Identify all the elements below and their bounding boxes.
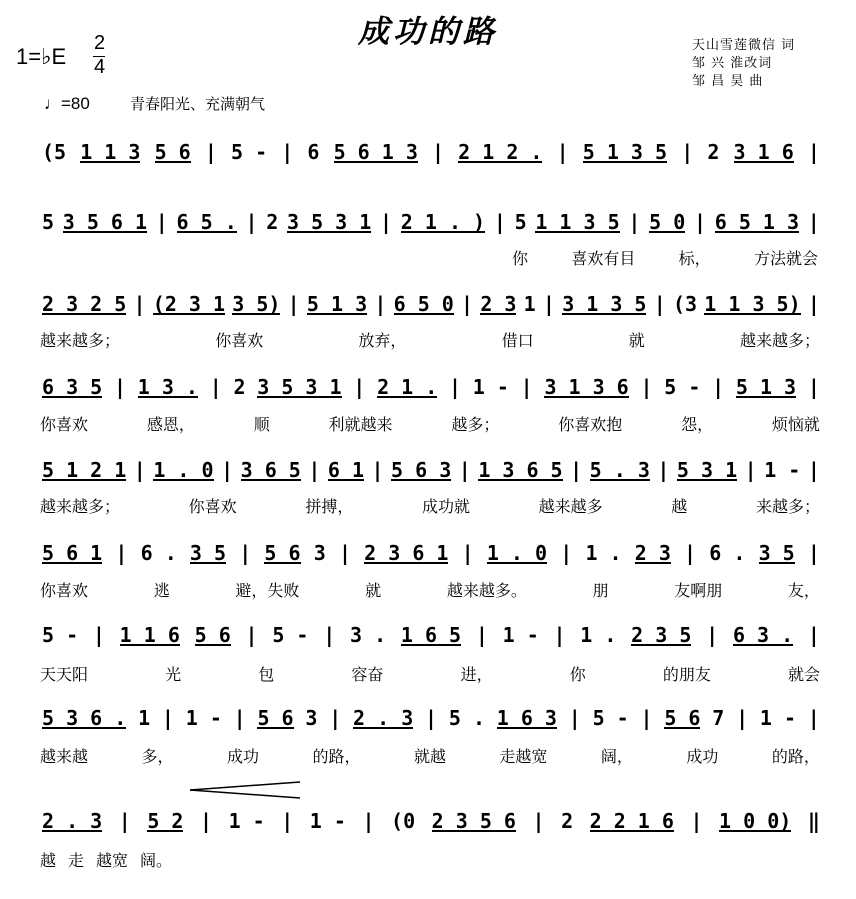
note-group: 2 <box>266 210 279 234</box>
note-group: 3 5 3 1 <box>287 210 372 234</box>
note-group: 1 . 0 <box>486 541 548 565</box>
beam-underline <box>42 396 102 398</box>
lyrics-row <box>40 848 220 870</box>
beam-underline <box>458 161 542 163</box>
note-group: 5 1 3 5 <box>582 140 668 164</box>
beam-underline <box>734 161 794 163</box>
barline: | <box>281 809 294 833</box>
note-group: 1 . 0 <box>153 458 214 482</box>
barline: | <box>736 706 749 730</box>
beam-underline <box>677 479 737 481</box>
beam-underline <box>377 396 437 398</box>
beam-underline <box>42 562 102 564</box>
lyric-phrase: 顺 <box>253 415 270 434</box>
note-group: 1 <box>138 706 151 730</box>
barline: | <box>371 458 384 482</box>
note-group: 2 1 . <box>377 375 438 399</box>
barline: | <box>118 809 131 833</box>
note-group: 1 0 0) <box>719 809 792 833</box>
note-group: 1 1 6 <box>119 623 180 647</box>
lyric-phrase: 越来越多； <box>739 331 820 350</box>
barline: | <box>329 706 342 730</box>
barline: | <box>493 210 506 234</box>
note-group: 1 3 . <box>137 375 198 399</box>
note-group: 2 3 5 <box>631 623 692 647</box>
expression-marking: 青春阳光、充满朝气 <box>130 95 266 113</box>
beam-underline <box>364 562 448 564</box>
barline: | <box>570 458 583 482</box>
note-group: 5 2 <box>147 809 184 833</box>
beam-underline <box>583 161 667 163</box>
barline: | <box>204 140 217 164</box>
note-group: 5 1 2 1 <box>42 458 127 482</box>
beam-underline <box>487 562 547 564</box>
note-group: 1 <box>523 292 536 316</box>
beam-underline <box>42 479 126 481</box>
note-group: (2 3 1 <box>152 292 226 316</box>
lyric-phrase: 放弃， <box>358 331 407 350</box>
beam-underline <box>736 396 796 398</box>
beam-underline <box>544 396 628 398</box>
beam-underline <box>232 313 280 315</box>
beam-underline <box>664 727 700 729</box>
note-group: 5 6 <box>264 541 301 565</box>
note-group: 2 <box>561 809 574 833</box>
lyric-phrase: 感恩， <box>146 415 195 434</box>
beam-underline <box>535 231 619 233</box>
barline: | <box>199 809 213 833</box>
beam-underline <box>257 727 293 729</box>
barline: | <box>568 706 581 730</box>
note-group: 5 1 3 <box>735 375 797 399</box>
note-group: 6 3 . <box>732 623 794 647</box>
barline: | <box>807 458 820 482</box>
lyric-phrase: 你 <box>512 249 529 268</box>
beam-underline <box>287 231 371 233</box>
barline: | <box>449 375 462 399</box>
barline: | <box>221 458 234 482</box>
lyric-phrase: 朋 <box>592 581 609 600</box>
note-group: 3 <box>313 541 326 565</box>
lyric-phrase: 就越 <box>413 747 446 766</box>
lyrics-row <box>40 744 820 766</box>
lyrics-row <box>512 246 818 268</box>
lyric-phrase: 利就越来 <box>328 415 393 434</box>
lyric-phrase: 成功就 <box>421 497 470 516</box>
note-group: 1 - <box>185 706 222 730</box>
note-group: 3 5 <box>758 541 795 565</box>
barline: | <box>807 706 820 730</box>
note-group: 2 2 1 6 <box>589 809 674 833</box>
barline: | <box>807 375 820 399</box>
lyric-phrase: 的路， <box>312 747 361 766</box>
note-group: 5 6 <box>257 706 294 730</box>
note-group: 5 3 1 <box>676 458 738 482</box>
barline: | <box>807 292 820 316</box>
lyric-phrase: 就 <box>628 331 645 350</box>
barline: | <box>323 623 336 647</box>
barline: | <box>532 809 545 833</box>
note-group: 6 . <box>140 541 177 565</box>
note-group: 5 1 3 <box>306 292 368 316</box>
beam-underline <box>328 479 364 481</box>
barline: | <box>657 458 670 482</box>
note-group: 6 . <box>709 541 746 565</box>
lyric-phrase: 包 <box>258 665 275 684</box>
lyrics-row <box>40 412 820 434</box>
barline: | <box>281 140 294 164</box>
barline: | <box>690 809 703 833</box>
lyric-phrase: 喜欢有目 <box>571 249 636 268</box>
lyric-phrase: 成功 <box>226 747 259 766</box>
note-group: 5 6 3 <box>391 458 452 482</box>
barline: | <box>693 210 707 234</box>
barline: | <box>560 541 573 565</box>
beam-underline <box>497 727 557 729</box>
lyric-phrase: 避，失败 <box>235 581 300 600</box>
barline: | <box>155 210 168 234</box>
barline: | <box>374 292 387 316</box>
note-group: 5 <box>42 210 55 234</box>
note-group: 5 6 1 3 <box>333 140 418 164</box>
beam-underline <box>704 313 800 315</box>
lyric-phrase: 就 <box>365 581 382 600</box>
beam-underline <box>401 644 461 646</box>
lyric-phrase: 就会 <box>787 665 820 684</box>
note-group: 5 6 1 <box>42 541 103 565</box>
beam-underline <box>42 830 102 832</box>
note-group: 2 3 <box>480 292 517 316</box>
lyric-phrase: 越 <box>671 497 688 516</box>
tempo-marking: ♩=80 <box>44 94 90 113</box>
lyric-phrase: 越来越多； <box>40 497 121 516</box>
lyric-phrase: 方法就会 <box>753 249 818 268</box>
barline: | <box>628 210 641 234</box>
note-group: 1 - <box>764 458 801 482</box>
note-group: 3 6 5 <box>240 458 301 482</box>
barline: | <box>640 706 653 730</box>
beam-underline <box>631 644 691 646</box>
note-group: 5 <box>514 210 527 234</box>
note-group: (5 <box>42 140 67 164</box>
note-group: 5 3 6 . <box>42 706 127 730</box>
barline: | <box>807 623 820 647</box>
note-group: 3 5) <box>232 292 281 316</box>
lyric-phrase: 借口 <box>501 331 534 350</box>
beam-underline <box>401 231 485 233</box>
lyric-phrase: 越多； <box>451 415 500 434</box>
barline: | <box>461 541 474 565</box>
lyric-phrase: 你喜欢抱 <box>558 415 623 434</box>
lyric-phrase: 越来越多。 <box>446 581 527 600</box>
beam-underline <box>715 231 799 233</box>
lyric-phrase: 光 <box>165 665 182 684</box>
note-group: 3 5 <box>189 541 227 565</box>
beam-underline <box>177 231 237 233</box>
barline: | <box>807 210 820 234</box>
barline: | <box>353 375 366 399</box>
lyric-phrase: 阔， <box>600 747 633 766</box>
beam-underline <box>42 727 126 729</box>
beam-underline <box>80 161 140 163</box>
lyric-phrase: 友啊朋 <box>674 581 723 600</box>
barline: | <box>458 458 471 482</box>
lyric-phrase: 你喜欢 <box>188 497 237 516</box>
barline: | <box>209 375 222 399</box>
beam-underline <box>264 562 300 564</box>
lyric-phrase: 友， <box>787 581 820 600</box>
barline: | <box>432 140 445 164</box>
credit-lyricist: 天山雪莲微信 词 <box>692 38 796 53</box>
note-group: 3 . <box>349 623 387 647</box>
beam-underline <box>63 231 147 233</box>
note-group: 1 6 5 <box>400 623 462 647</box>
note-group: 1 - <box>228 809 265 833</box>
barline: | <box>133 292 146 316</box>
note-group: 1 . <box>580 623 617 647</box>
lyric-phrase: 怨， <box>681 415 714 434</box>
lyric-phrase: 越来越多 <box>538 497 603 516</box>
lyric-phrase: 天天阳 <box>40 665 89 684</box>
barline: | <box>807 541 820 565</box>
barline: | <box>807 140 820 164</box>
note-group: 1 1 3 <box>80 140 141 164</box>
lyric-phrase: 你 <box>569 665 586 684</box>
note-group: (0 <box>391 809 416 833</box>
barline: | <box>113 375 126 399</box>
beam-underline <box>42 313 126 315</box>
note-group: 5 - <box>42 623 79 647</box>
barline: | <box>133 458 146 482</box>
meter-top: 2 <box>94 32 106 54</box>
lyrics-row <box>40 328 820 350</box>
note-group: 5 6 <box>154 140 191 164</box>
barline: | <box>92 623 105 647</box>
barline: | <box>681 140 694 164</box>
barline: | <box>744 458 757 482</box>
lyric-phrase: 你喜欢 <box>215 331 264 350</box>
barline: | <box>556 140 569 164</box>
note-group: 2 . 3 <box>42 809 103 833</box>
beam-underline <box>120 644 180 646</box>
note-group: 5 - <box>272 623 309 647</box>
beam-underline <box>241 479 301 481</box>
lyrics-row <box>40 578 820 600</box>
barline: | <box>684 541 697 565</box>
beam-underline <box>478 479 562 481</box>
crescendo-hairpin <box>190 780 302 800</box>
barline: | <box>653 292 666 316</box>
beam-underline <box>353 727 413 729</box>
beam-underline <box>635 562 671 564</box>
lyric-phrase: 走 <box>68 851 85 870</box>
note-group: 1 3 6 5 <box>478 458 563 482</box>
lyric-phrase: 标， <box>678 249 711 268</box>
song-title: 成功的路 <box>358 14 498 50</box>
beam-underline <box>480 313 516 315</box>
meter-bottom: 4 <box>94 56 106 78</box>
lyric-phrase: 逃 <box>153 581 170 600</box>
note-group: 2 <box>707 140 720 164</box>
note-group: 1 6 3 <box>496 706 557 730</box>
barline: | <box>520 375 533 399</box>
beam-underline <box>307 313 367 315</box>
beam-underline <box>391 479 451 481</box>
lyric-phrase: 走越宽 <box>499 747 548 766</box>
note-group: 5 - <box>664 375 701 399</box>
note-group: 1 - <box>309 809 346 833</box>
barline: | <box>245 210 258 234</box>
barline: | <box>245 623 258 647</box>
note-group: 6 5 . <box>176 210 237 234</box>
note-group: 5 6 <box>664 706 701 730</box>
note-group: 6 1 <box>327 458 364 482</box>
lyric-phrase: 越 <box>40 851 57 870</box>
lyric-phrase: 烦恼就 <box>771 415 820 434</box>
note-group: 6 5 0 <box>393 292 454 316</box>
beam-underline <box>649 231 685 233</box>
lyric-phrase: 成功 <box>686 747 719 766</box>
barline: | <box>461 292 474 316</box>
note-group: 3 1 6 <box>733 140 794 164</box>
beam-underline <box>138 396 198 398</box>
credit-adapter: 邹 兴 淮改词 <box>692 56 773 71</box>
credit-composer: 邹 昌 昊 曲 <box>692 74 764 89</box>
lyric-phrase: 容奋 <box>351 665 384 684</box>
barline: | <box>115 541 128 565</box>
note-group: 3 5 6 1 <box>62 210 148 234</box>
beam-underline <box>195 644 231 646</box>
beam-underline <box>759 562 795 564</box>
note-group: 3 1 3 5 <box>562 292 647 316</box>
note-group: 2 3 <box>634 541 671 565</box>
barline: | <box>553 623 566 647</box>
note-group: 6 5 1 3 <box>714 210 800 234</box>
barline: | <box>233 706 246 730</box>
lyrics-row <box>40 494 820 516</box>
beam-underline <box>590 479 650 481</box>
beam-underline <box>334 161 418 163</box>
beam-underline <box>394 313 454 315</box>
lyric-phrase: 拼搏， <box>305 497 354 516</box>
barline: | <box>239 541 252 565</box>
barline: | <box>706 623 719 647</box>
barline: | <box>287 292 300 316</box>
lyric-phrase: 越宽 <box>96 851 129 870</box>
lyric-phrase: 越来越多； <box>40 331 121 350</box>
barline: | <box>542 292 555 316</box>
note-group: 2 3 2 5 <box>42 292 127 316</box>
barline: | <box>380 210 393 234</box>
note-group: 5 6 <box>194 623 231 647</box>
barline: | <box>161 706 174 730</box>
note-group: 5 . 3 <box>589 458 650 482</box>
barline: | <box>308 458 321 482</box>
barline: | <box>425 706 438 730</box>
beam-underline <box>719 830 791 832</box>
key-signature: 1=♭E <box>16 44 67 69</box>
note-group: 2 1 . ) <box>400 210 486 234</box>
barline: | <box>338 541 351 565</box>
note-group: 6 <box>307 140 320 164</box>
beam-underline <box>432 830 516 832</box>
note-group: 5 - <box>592 706 629 730</box>
notation-row <box>42 703 820 733</box>
lyric-phrase: 的路， <box>771 747 820 766</box>
lyric-phrase: 你喜欢 <box>40 415 89 434</box>
note-group: 7 <box>712 706 725 730</box>
note-group: 6 3 5 <box>42 375 103 399</box>
beam-underline <box>155 161 191 163</box>
note-group: (3 <box>672 292 698 316</box>
lyric-phrase: 的朋友 <box>662 665 711 684</box>
note-group: 2 3 6 1 <box>364 541 449 565</box>
note-group: 3 1 3 6 <box>544 375 629 399</box>
beam-underline <box>190 562 226 564</box>
beam-underline <box>562 313 646 315</box>
beam-underline <box>147 830 183 832</box>
barline: ‖ <box>807 809 820 833</box>
note-group: 2 1 2 . <box>458 140 543 164</box>
note-group: 3 <box>305 706 318 730</box>
note-group: 5 0 <box>649 210 686 234</box>
note-group: 3 5 3 1 <box>257 375 342 399</box>
barline: | <box>475 623 488 647</box>
note-group: 2 3 5 6 <box>431 809 516 833</box>
note-group: 1 - <box>502 623 539 647</box>
note-group: 5 - <box>230 140 268 164</box>
note-group: 2 . 3 <box>353 706 414 730</box>
note-group: 1 1 3 5 <box>535 210 620 234</box>
barline: | <box>640 375 653 399</box>
beam-underline <box>257 396 341 398</box>
note-group: 1 - <box>472 375 509 399</box>
beam-underline <box>153 313 225 315</box>
note-group: 1 . <box>585 541 622 565</box>
beam-underline <box>733 644 793 646</box>
note-group: 2 <box>233 375 246 399</box>
beam-underline <box>153 479 213 481</box>
note-group: 5 . <box>448 706 485 730</box>
note-group: 1 1 3 5) <box>704 292 801 316</box>
lyric-phrase: 阔。 <box>140 851 173 870</box>
lyrics-row <box>40 662 820 684</box>
barline: | <box>362 809 375 833</box>
lyric-phrase: 越来越 <box>40 747 89 766</box>
beam-underline <box>590 830 674 832</box>
lyric-phrase: 进， <box>460 665 493 684</box>
meter-line <box>93 56 105 57</box>
note-group: 1 - <box>759 706 797 730</box>
barline: | <box>712 375 725 399</box>
lyric-phrase: 来越多； <box>755 497 820 516</box>
lyric-phrase: 你喜欢 <box>40 581 89 600</box>
lyric-phrase: 多， <box>141 747 174 766</box>
